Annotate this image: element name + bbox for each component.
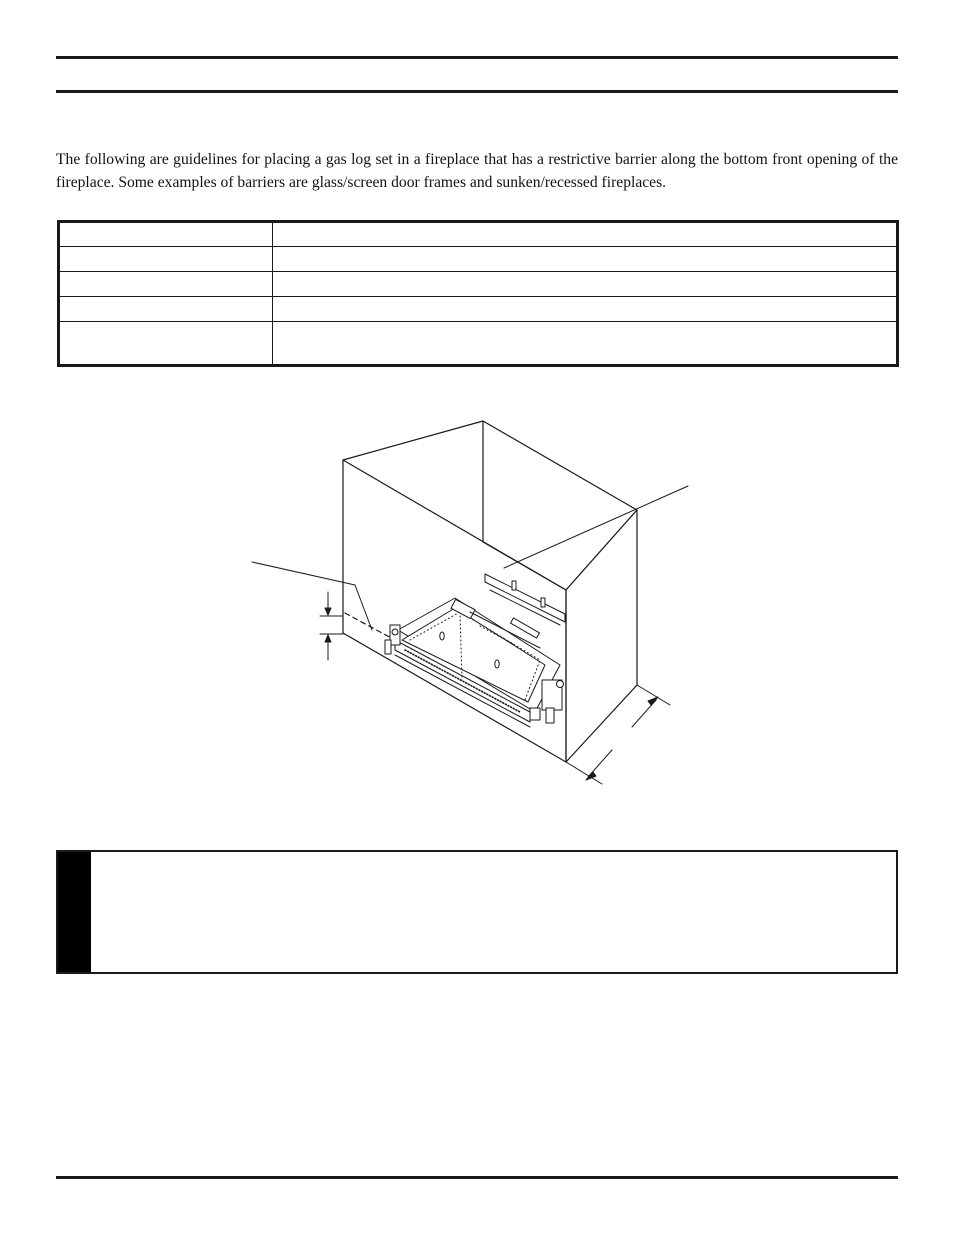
guidelines-table xyxy=(57,220,899,367)
table-cell xyxy=(273,297,898,322)
footer-rule xyxy=(56,1176,898,1179)
fireplace-with-barrier-diagram xyxy=(240,415,700,795)
grate-and-burner xyxy=(385,574,565,727)
table-cell xyxy=(273,272,898,297)
table-cell xyxy=(273,222,898,247)
warning-side-bar xyxy=(58,852,91,972)
table-cell xyxy=(273,322,898,366)
table-row xyxy=(59,297,898,322)
header-bottom-rule xyxy=(56,90,898,93)
warning-box xyxy=(56,850,898,974)
intro-paragraph: The following are guidelines for placing a gas log set in a fireplace that has a restrictive barrier along the bottom front opening of the fireplace. Some examples of barriers are glass/screen door frames and sunken/recessed fireplaces. xyxy=(56,151,898,191)
table-row xyxy=(59,247,898,272)
table-cell xyxy=(59,297,273,322)
table-cell xyxy=(273,247,898,272)
table-cell xyxy=(59,322,273,366)
table-row xyxy=(59,322,898,366)
barrier-height-dimension xyxy=(320,592,343,660)
table-row xyxy=(59,222,898,247)
table-row xyxy=(59,272,898,297)
table-cell xyxy=(59,222,273,247)
fireplace-box xyxy=(343,421,637,762)
table-cell xyxy=(59,247,273,272)
table-cell xyxy=(59,272,273,297)
header-top-rule xyxy=(56,56,898,59)
